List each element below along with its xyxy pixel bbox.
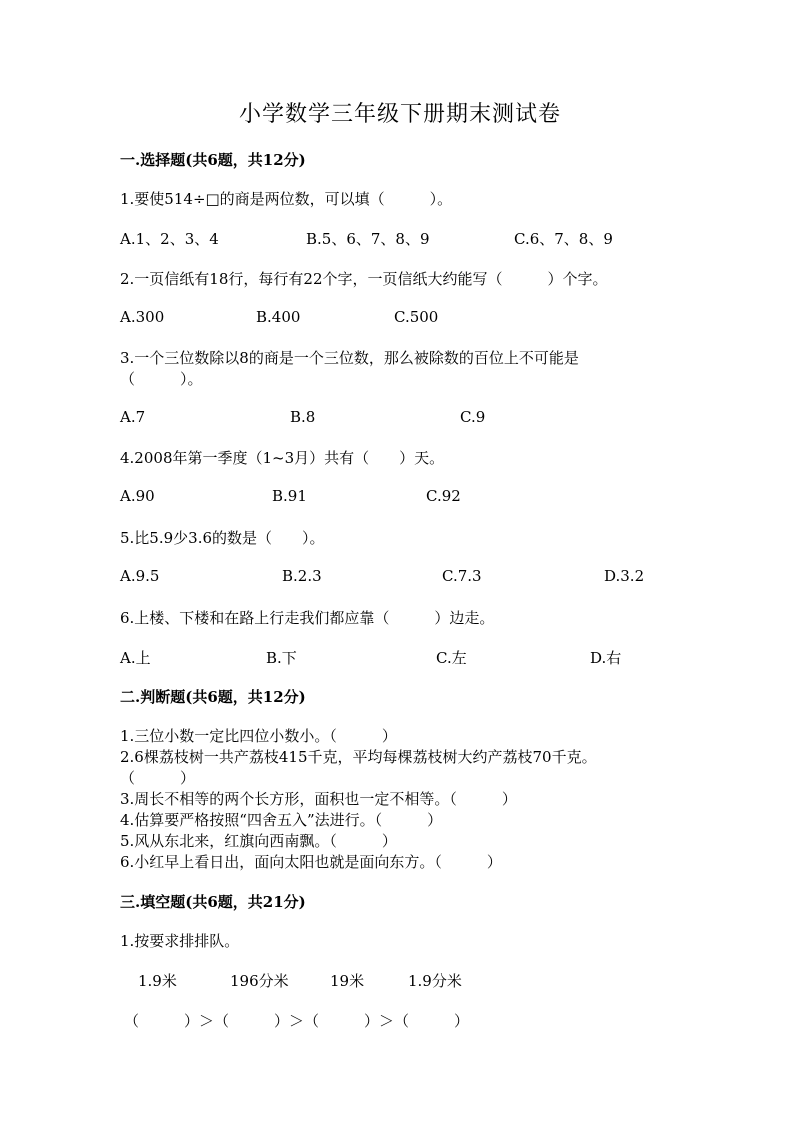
option-2c: C.500 [394,308,439,326]
question-1: 1.要使514÷□的商是两位数，可以填（ ）。 [120,190,453,208]
fill-blanks-row: （ ）＞（ ）＞（ ）＞（ ） [124,1012,470,1030]
judge-item-6: 6.小红早上看日出，面向太阳也就是面向东方。（ ） [120,853,502,871]
judge-item-5: 5.风从东北来，红旗向西南飘。（ ） [120,832,397,850]
option-2a: A.300 [120,308,165,326]
judge-item-4: 4.估算要严格按照“四舍五入”法进行。（ ） [120,811,443,829]
option-5b: B.2.3 [282,567,322,585]
section-heading-fill: 三.填空题(共6题，共21分) [120,893,306,911]
option-5c: C.7.3 [442,567,482,585]
section-heading-judge: 二.判断题(共6题，共12分) [120,688,306,706]
question-4: 4.2008年第一季度（1~3月）共有（ ）天。 [120,449,445,467]
option-6d: D.右 [590,649,622,667]
judge-item-1: 1.三位小数一定比四位小数小。（ ） [120,727,397,745]
section-heading-choice: 一.选择题(共6题，共12分) [120,151,306,169]
option-6a: A.上 [120,649,151,667]
option-1b: B.5、6、7、8、9 [306,230,430,248]
question-5: 5.比5.9少3.6的数是（ ）。 [120,529,325,547]
fill-item-3: 19米 [330,972,365,990]
question-2: 2.一页信纸有18行，每行有22个字，一页信纸大约能写（ ）个字。 [120,270,608,288]
fill-item-4: 1.9分米 [408,972,462,990]
option-2b: B.400 [256,308,301,326]
option-4b: B.91 [272,487,307,505]
question-3-line2: （ ）。 [120,370,203,388]
fill-item-2: 196分米 [230,972,289,990]
judge-item-2: 2.6棵荔枝树一共产荔枝415千克，平均每棵荔枝树大约产荔枝70千克。 [120,748,597,766]
option-6c: C.左 [436,649,467,667]
page-title: 小学数学三年级下册期末测试卷 [238,102,561,127]
option-6b: B.下 [266,649,297,667]
judge-item-2-blank: （ ） [120,769,196,787]
option-4c: C.92 [426,487,461,505]
fill-question-1: 1.按要求排排队。 [120,932,240,950]
judge-item-3: 3.周长不相等的两个长方形，面积也一定不相等。（ ） [120,790,517,808]
fill-item-1: 1.9米 [138,972,177,990]
option-5a: A.9.5 [120,567,160,585]
option-3a: A.7 [120,408,146,426]
option-1c: C.6、7、8、9 [514,230,613,248]
question-6: 6.上楼、下楼和在路上行走我们都应靠（ ）边走。 [120,609,495,627]
option-4a: A.90 [120,487,155,505]
option-3c: C.9 [460,408,486,426]
option-1a: A.1、2、3、4 [120,230,219,248]
option-3b: B.8 [290,408,316,426]
option-5d: D.3.2 [604,567,645,585]
question-3-line1: 3.一个三位数除以8的商是一个三位数，那么被除数的百位上不可能是 [120,349,579,367]
